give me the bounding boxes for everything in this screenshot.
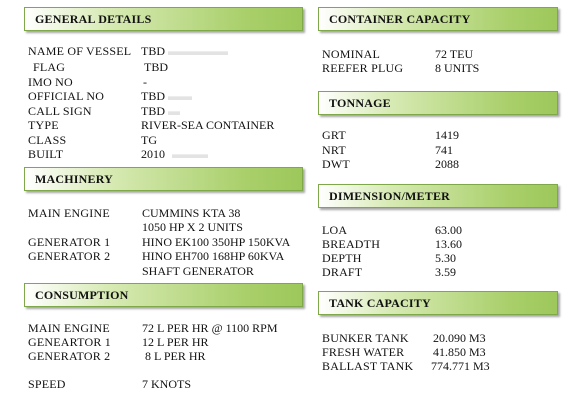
dimension-label: DEPTH <box>322 251 362 265</box>
machinery-value: SHAFT GENERATOR <box>142 264 254 278</box>
tank-value: 20.090 M3 <box>433 331 486 345</box>
tonnage-label: DWT <box>322 157 350 171</box>
machinery-header: MACHINERY <box>24 167 303 191</box>
machinery-value: HINO EK100 350HP 150KVA <box>142 235 291 249</box>
dimension-header: DIMENSION/METER <box>318 184 558 208</box>
consumption-value: 12 L PER HR <box>142 335 209 349</box>
consumption-label: GENERATOR 2 <box>28 349 111 363</box>
general-details-header: GENERAL DETAILS <box>24 7 303 31</box>
machinery-value: HINO EH700 168HP 60KVA <box>142 249 285 263</box>
consumption-header: CONSUMPTION <box>24 283 303 307</box>
dimension-value: 3.59 <box>435 265 456 279</box>
general-value: - <box>143 75 147 89</box>
consumption-value: 8 L PER HR <box>142 349 206 363</box>
machinery-label: MAIN ENGINE <box>28 206 110 220</box>
redacted-text: ▬▬ <box>168 89 192 103</box>
tank-value: 774.771 M3 <box>431 359 490 373</box>
general-value: TBD <box>141 104 165 118</box>
dimension-value: 5.30 <box>435 251 456 265</box>
container-capacity-header: CONTAINER CAPACITY <box>318 7 558 31</box>
container-value: 8 UNITS <box>435 61 480 75</box>
general-label: OFFICIAL NO <box>28 89 105 103</box>
redacted-text: ▬▬▬▬▬ <box>168 44 228 58</box>
container-label: NOMINAL <box>322 47 381 61</box>
dimension-label: DRAFT <box>322 265 363 279</box>
general-value: TBD <box>141 89 165 103</box>
consumption-value: 7 KNOTS <box>142 377 192 391</box>
general-label: CALL SIGN <box>28 104 92 118</box>
machinery-label: GENERATOR 2 <box>28 249 111 263</box>
machinery-value: 1050 HP X 2 UNITS <box>142 220 243 234</box>
general-value: 2010 <box>141 147 165 161</box>
container-value: 72 TEU <box>435 47 474 61</box>
tonnage-value: 2088 <box>435 157 459 171</box>
dimension-label: BREADTH <box>322 237 381 251</box>
tank-value: 41.850 M3 <box>433 345 486 359</box>
machinery-label: GENERATOR 1 <box>28 235 111 249</box>
tonnage-label: GRT <box>322 128 346 142</box>
general-value: RIVER-SEA CONTAINER <box>141 118 275 132</box>
machinery-value: CUMMINS KTA 38 <box>142 206 241 220</box>
tonnage-value: 741 <box>435 143 453 157</box>
dimension-label: LOA <box>322 223 348 237</box>
general-value: TBD <box>141 44 165 58</box>
tank-label: FRESH WATER <box>322 345 405 359</box>
redacted-text: ▬ <box>168 104 180 118</box>
redacted-text: ▬▬▬ <box>172 147 208 161</box>
general-label: CLASS <box>28 133 67 147</box>
general-label: NAME OF VESSEL <box>28 44 132 58</box>
consumption-label: SPEED <box>28 377 66 391</box>
general-value: TBD <box>144 60 168 74</box>
general-label: TYPE <box>28 118 59 132</box>
container-label: REEFER PLUG <box>322 61 404 75</box>
tonnage-label: NRT <box>322 143 346 157</box>
general-label: BUILT <box>28 147 64 161</box>
dimension-value: 13.60 <box>435 237 462 251</box>
general-label: FLAG <box>33 60 66 74</box>
consumption-value: 72 L PER HR @ 1100 RPM <box>142 321 278 335</box>
consumption-label: GENEARTOR 1 <box>28 335 111 349</box>
consumption-label: MAIN ENGINE <box>28 321 110 335</box>
general-label: IMO NO <box>28 75 73 89</box>
tank-label: BALLAST TANK <box>322 359 414 373</box>
tonnage-value: 1419 <box>435 128 459 142</box>
tonnage-header: TONNAGE <box>318 91 558 115</box>
general-value: TG <box>141 133 157 147</box>
tank-label: BUNKER TANK <box>322 331 409 345</box>
dimension-value: 63.00 <box>435 223 462 237</box>
tank-capacity-header: TANK CAPACITY <box>318 291 558 315</box>
